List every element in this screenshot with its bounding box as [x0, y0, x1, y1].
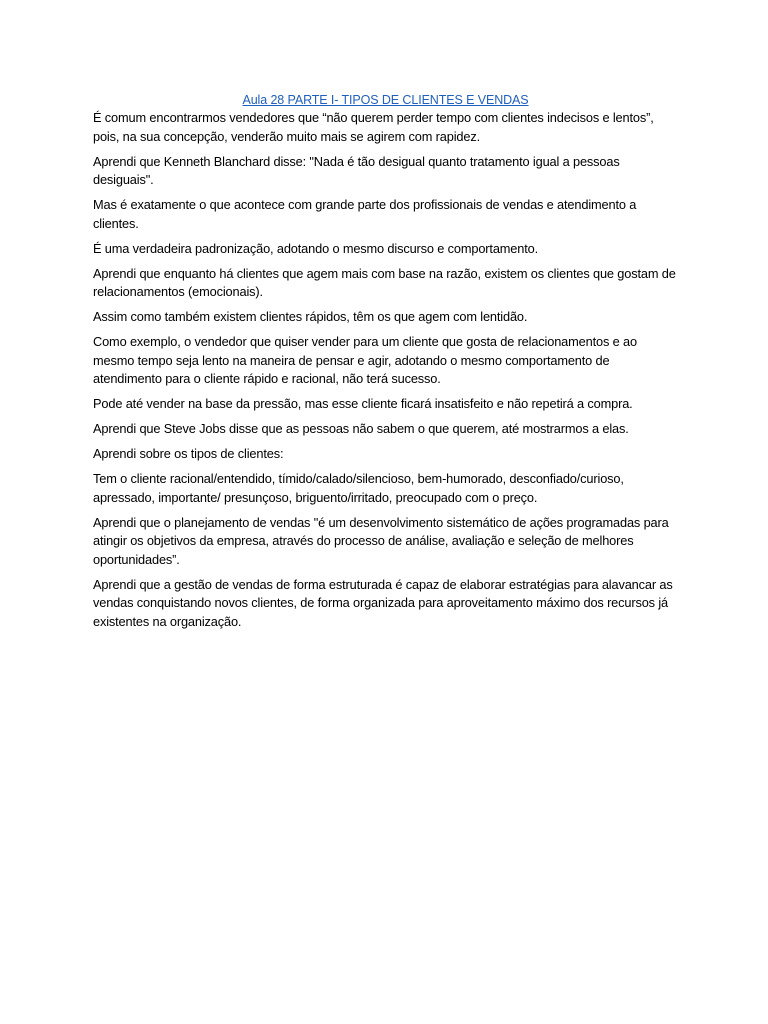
paragraph: Aprendi que Steve Jobs disse que as pessoas não sabem o que querem, até mostrarmos a elas. — [93, 421, 629, 436]
paragraph: Aprendi sobre os tipos de clientes: — [93, 446, 284, 461]
paragraph: Mas é exatamente o que acontece com grande parte dos profissionais de vendas e atendimento a clientes. — [93, 197, 637, 231]
paragraph: Aprendi que a gestão de vendas de forma estruturada é capaz de elaborar estratégias para alavancar as vendas conquistando novos clientes, de forma organizada para aproveitamento máximo dos recursos já existentes na organização. — [93, 576, 673, 629]
paragraph: Aprendi que Kenneth Blanchard disse: "Nada é tão desigual quanto tratamento igual a pessoas desiguais". — [93, 153, 620, 187]
paragraph: Assim como também existem clientes rápidos, têm os que agem com lentidão. — [93, 309, 528, 324]
paragraph: Aprendi que enquanto há clientes que agem mais com base na razão, existem os clientes que gostam de relacionamentos (emocionais). — [93, 265, 676, 299]
document-title-link[interactable]: Aula 28 PARTE I- TIPOS DE CLIENTES E VENDAS — [242, 93, 529, 107]
paragraph: Como exemplo, o vendedor que quiser vender para um cliente que gosta de relacionamentos e ao mesmo tempo seja lento na maneira de pensar e agir, adotando o mesmo comportamento de atendimento para o cliente rápido e racional, não terá sucesso. — [93, 334, 637, 386]
paragraph: É uma verdadeira padronização, adotando o mesmo discurso e comportamento. — [93, 240, 539, 256]
paragraph: Aprendi que o planejamento de vendas "é um desenvolvimento sistemático de ações programadas para atingir os objetivos da empresa, através do processo de análise, avaliação e seleção de melhores oportunidades”. — [93, 514, 669, 567]
paragraph: Tem o cliente racional/entendido, tímido/calado/silencioso, bem-humorado, desconfiado/curioso, apressado, importante/ presunçoso, briguento/irritado, preocupado com o preço. — [93, 471, 624, 505]
paragraph: É comum encontrarmos vendedores que “não querem perder tempo com clientes indecisos e lentos”, pois, na sua concepção, venderão muito mais se agirem com rapidez. — [93, 110, 654, 144]
paragraph: Pode até vender na base da pressão, mas esse cliente ficará insatisfeito e não repetirá a compra. — [93, 396, 633, 411]
document-page — [93, 92, 678, 638]
